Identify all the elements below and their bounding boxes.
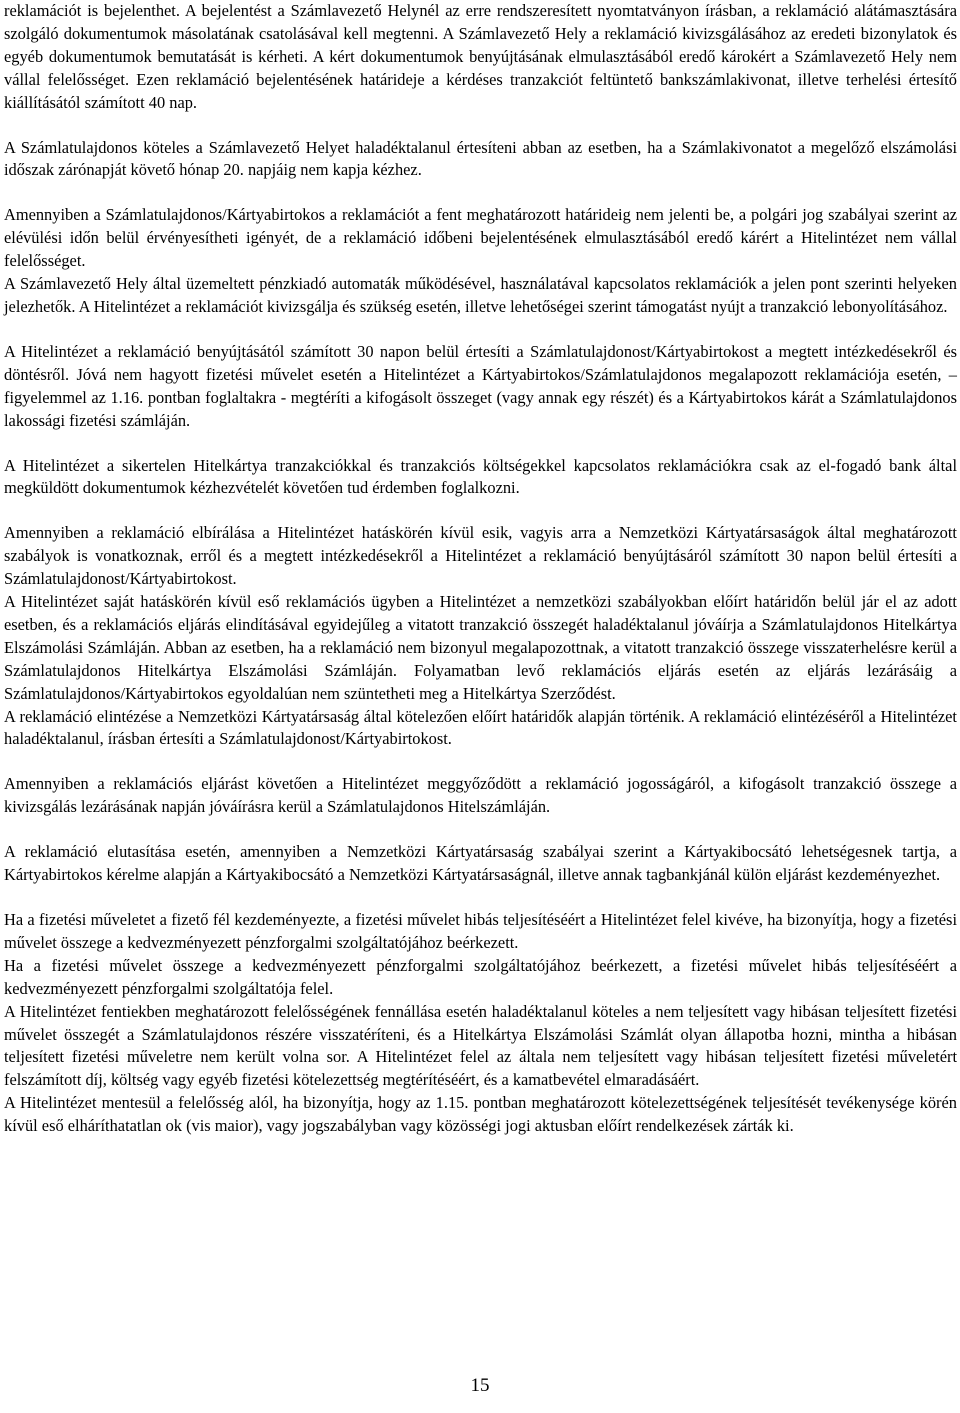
- paragraph-reklamacio-bejelentes: reklamációt is bejelenthet. A bejelentést a Számlavezető Helynél az erre rendszeresített nyomtatványon írásban, a reklamáció alátámasztására szolgáló dokumentumok másolatának csatolásával kell megtenni. A Számlavezető Hely a reklamáció kivizsgálásához az eredeti bizonylatok és egyéb dokumentumok bemutatását is kérheti. A kért dokumentumok benyújtásának elmulasztásából eredő károkért a Számlavezető Hely nem vállal felelősséget. Ezen reklamáció bejelentésének határideje a kérdéses tranzakciót feltüntető bankszámlakivonat, illetve terhelési értesítő kiállításától számított 40 nap.: [4, 1, 957, 112]
- paragraph-hataskoron-kivul: Amennyiben a reklamáció elbírálása a Hitelintézet hatáskörén kívül esik, vagyis arra a Nemzetközi Kártyatársaságok által meghatározott szabályok is vonatkoznak, erről és a megtett intézkedésekről a Hitelintézet a reklamáció benyújtásáról számított 30 napon belül értesíti a Számlatulajdonost/Kártyabirtokost.: [4, 523, 957, 589]
- paragraph-visszaterites: A Hitelintézet fentiekben meghatározott felelősségének fennállása esetén haladéktalanul köteles a nem teljesített vagy hibásan teljesített fizetési művelet összegét a Számlatulajdonos részére visszatéríteni, és a Hitelkártya Elszámolási Számlát olyan állapotba hozni, mintha a hibásan teljesített fizetési műveletre nem került volna sor. A Hitelintézet felel az általa nem teljesített vagy hibásan teljesített fizetési műveletért felszámított díj, költség vagy egyéb fizetési kötelezettség megtérítéséért, és a kamatbevétel elmaradásáért.: [4, 1001, 957, 1090]
- paragraph-jovairas: Amennyiben a reklamációs eljárást követően a Hitelintézet meggyőződött a reklamáció jogosságáról, a kifogásolt tranzakció összege a kivizsgálás lezárásának napján jóváírásra kerül a Számlatulajdonos Hitelszámláján.: [4, 774, 957, 817]
- document-page: [4, 0, 957, 1138]
- paragraph-penzkiado-automatak: A Számlavezető Hely által üzemeltett pénzkiadó automaták működésével, használatával kapcsolatos reklamációk a jelen pont szerinti helyeken jelezhetők. A Hitelintézet a reklamációt kivizsgálja és szükség esetén, illetve lehetőségei szerint támogatást nyújt a tranzakció lebonyolításához.: [4, 274, 957, 316]
- paragraph-szamlakivonat-ertesites: A Számlatulajdonos köteles a Számlavezető Helyet haladéktalanul értesíteni abban az esetben, ha a Számlakivonatot a megelőző elszámolási időszak zárónapját követő hónap 20. napjáig nem kapja kézhez.: [4, 137, 957, 180]
- paragraph-elevulesi-ido: Amennyiben a Számlatulajdonos/Kártyabirtokos a reklamációt a fent meghatározott határideig nem jelenti be, a polgári jog szabályai szerint az elévülési időn belül érvényesítheti igényét, de a reklamáció időbeni bejelentésének elmulasztásából eredő kárért a Hitelintézet nem vállal felelősséget.: [4, 205, 957, 271]
- page-number: 15: [470, 1375, 490, 1396]
- paragraph-elutasitas: A reklamáció elutasítása esetén, amennyiben a Nemzetközi Kártyatársaság szabályai szerint a Kártyakibocsátó lehetségesnek tartja, a Kártyabirtokos kérelme alapján a Kártyakibocsátó a Nemzetközi Kártyatársaságnál, illetve annak tagbankjánál külön eljárást kezdeményezhet.: [4, 842, 957, 885]
- paragraph-kedvezmenyezett: Ha a fizetési művelet összege a kedvezményezett pénzforgalmi szolgáltatójához beérkezett, a fizetési művelet hibás teljesítéséért a kedvezményezett pénzforgalmi szolgáltatója felel.: [4, 955, 957, 998]
- paragraph-mentesules: A Hitelintézet mentesül a felelősség alól, ha bizonyítja, hogy az 1.15. pontban meghatározott kötelezettségének teljesítését tevékenysége körén kívül eső elháríthatatlan ok (vis maior), vagy jogszabályban vagy közösségi jogi aktusban előírt rendelkezések zárták ki.: [4, 1093, 957, 1136]
- paragraph-fizeto-fel: Ha a fizetési műveletet a fizető fél kezdeményezte, a fizetési művelet hibás teljesítéséért a Hitelintézet felel kivéve, ha bizonyítja, hogy a fizetési művelet összege a kedvezményezett pénzforgalmi szolgáltatójához beérkezett.: [4, 910, 957, 952]
- paragraph-reklamacio-elintezese: A reklamáció elintézése a Nemzetközi Kártyatársaság által kötelezően előírt határidők alapján történik. A reklamáció elintézéséről a Hitelintézet haladéktalanul, írásban értesíti a Számlatulajdonost/Kártyabirtokost.: [4, 706, 957, 749]
- paragraph-30-napos-ertesites: A Hitelintézet a reklamáció benyújtásától számított 30 napon belül értesíti a Számlatulajdonost/Kártyabirtokost a megtett intézkedésekről és döntésről. Jóvá nem hagyott fizetési művelet esetén a Hitelintézet a Kártyabirtokos/Számlatulajdonos megalapozott reklamációja esetén, – figyelemmel az 1.16. pontban foglaltakra - megtéríti a kifogásolt összeget (vagy annak egy részét) és a Kártyabirtokos kárát a Számlatulajdonos lakossági fizetési számláján.: [4, 341, 957, 430]
- paragraph-sikertelen-tranzakciok: A Hitelintézet a sikertelen Hitelkártya tranzakciókkal és tranzakciós költségekkel kapcsolatos reklamációkra csak az el-fogadó bank által megküldött dokumentumok kézhezvételét követően tud érdemben foglalkozni.: [4, 455, 957, 498]
- paragraph-sajat-hataskoron-kivul: A Hitelintézet saját hatáskörén kívül eső reklamációs ügyben a Hitelintézet a nemzetközi szabályokban előírt határidőn belül jár el az adott esetben, és a reklamációs eljárás elindításával egyidejűleg a vitatott tranzakció összegét haladéktalanul jóváírja a Számlatulajdonos Hitelkártya Elszámolási Számláján. Abban az esetben, ha a reklamáció nem bizonyul megalapozottnak, a vitatott tranzakció összege visszaterhelésre kerül a Számlatulajdonos Hitelkártya Elszámolási Számláján. Folyamatban levő reklamációs eljárás esetén az eljárás lezárásáig a Számlatulajdonos/Kártyabirtokos egyoldalúan nem szüntetheti meg a Hitelkártya Szerződést.: [4, 592, 957, 703]
